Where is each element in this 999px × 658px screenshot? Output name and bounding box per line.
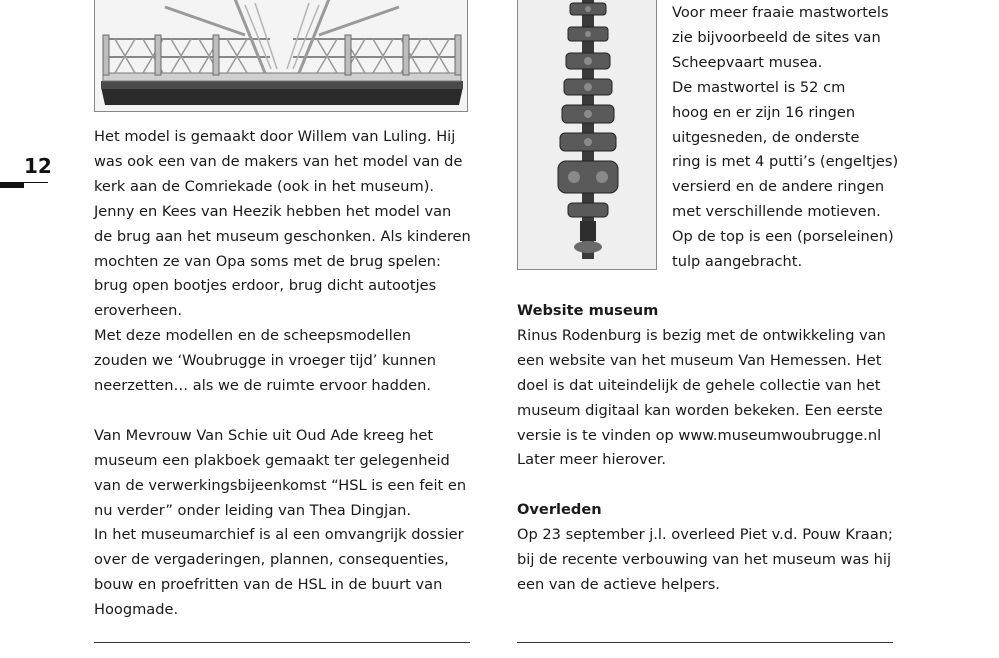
text-line: van de verwerkingsbijeenkomst “HSL is een feit en <box>94 476 467 494</box>
left-column <box>94 125 474 623</box>
text-line: uitgesneden, de onderste <box>672 128 860 146</box>
text-line: Later meer hierover. <box>517 451 667 469</box>
page-number: 12 <box>24 154 52 178</box>
text-line: zie bijvoorbeeld de sites van <box>672 28 881 46</box>
page-number-rule <box>0 182 48 183</box>
text-line: kerk aan de Comriekade (ook in het museum). <box>94 177 435 195</box>
text-line: was ook een van de makers van het model van de <box>94 152 463 170</box>
text-line: een van de actieve helpers. <box>517 575 720 593</box>
text-line: hoog en er zijn 16 ringen <box>672 103 856 121</box>
mast-root-photo <box>517 0 657 270</box>
bridge-model-photo <box>94 0 468 112</box>
text-line: de brug aan het museum geschonken. Als kinderen <box>94 227 471 245</box>
text-line: versierd en de andere ringen <box>672 178 885 196</box>
text-line: over de vergaderingen, plannen, consequenties, <box>94 551 449 569</box>
text-line: tulp aangebracht. <box>672 253 803 271</box>
text-line: zouden we ‘Woubrugge in vroeger tijd’ kunnen <box>94 352 436 370</box>
text-line: ring is met 4 putti’s (engeltjes) <box>672 153 899 171</box>
right-column <box>517 299 897 598</box>
column-divider-right <box>517 642 893 643</box>
text-line: Met deze modellen en de scheepsmodellen <box>94 327 411 345</box>
text-line: Op de top is een (porseleinen) <box>672 228 894 246</box>
text-line: Hoogmade. <box>94 601 179 619</box>
text-line: een website van het museum Van Hemessen. Het <box>517 351 882 369</box>
text-line: doel is dat uiteindelijk de gehele collectie van het <box>517 376 881 394</box>
text-line: Voor meer fraaie mastwortels <box>672 4 889 21</box>
text-line: museum digitaal kan worden bekeken. Een eerste <box>517 401 883 419</box>
text-line: nu verder” onder leiding van Thea Dingjan. <box>94 501 412 519</box>
text-line: Van Mevrouw Van Schie uit Oud Ade kreeg het <box>94 426 434 444</box>
mast-root-drawing <box>518 0 657 270</box>
mast-caption <box>672 1 912 275</box>
text-line: Rinus Rodenburg is bezig met de ontwikkeling van <box>517 326 886 344</box>
paragraph-spacer <box>517 473 897 498</box>
text-line: versie is te vinden op www.museumwoubrugge.nl <box>517 426 882 444</box>
text-line: met verschillende motieven. <box>672 203 881 221</box>
column-divider-left <box>94 642 470 643</box>
text-line: bij de recente verbouwing van het museum was hij <box>517 551 892 569</box>
text-line: Het model is gemaakt door Willem van Luling. Hij <box>94 128 456 145</box>
text-line: Scheepvaart musea. <box>672 53 823 71</box>
paragraph-spacer <box>94 399 474 424</box>
text-line: Jenny en Kees van Heezik hebben het model van <box>94 202 452 220</box>
section-heading-obituary: Overleden <box>517 501 602 519</box>
text-line: museum een plakboek gemaakt ter gelegenheid <box>94 451 450 469</box>
text-line: eroverheen. <box>94 302 183 320</box>
section-heading-website: Website museum <box>517 302 659 319</box>
text-line: neerzetten… als we de ruimte ervoor hadden. <box>94 377 431 395</box>
text-line: mochten ze van Opa soms met de brug spelen: <box>94 252 441 270</box>
text-line: brug open bootjes erdoor, brug dicht autootjes <box>94 277 437 295</box>
text-line: De mastwortel is 52 cm <box>672 78 846 96</box>
text-line: Op 23 september j.l. overleed Piet v.d. Pouw Kraan; <box>517 526 893 544</box>
bridge-model-drawing <box>95 0 468 112</box>
text-line: bouw en proefritten van de HSL in de buurt van <box>94 576 443 594</box>
text-line: In het museumarchief is al een omvangrijk dossier <box>94 526 464 544</box>
